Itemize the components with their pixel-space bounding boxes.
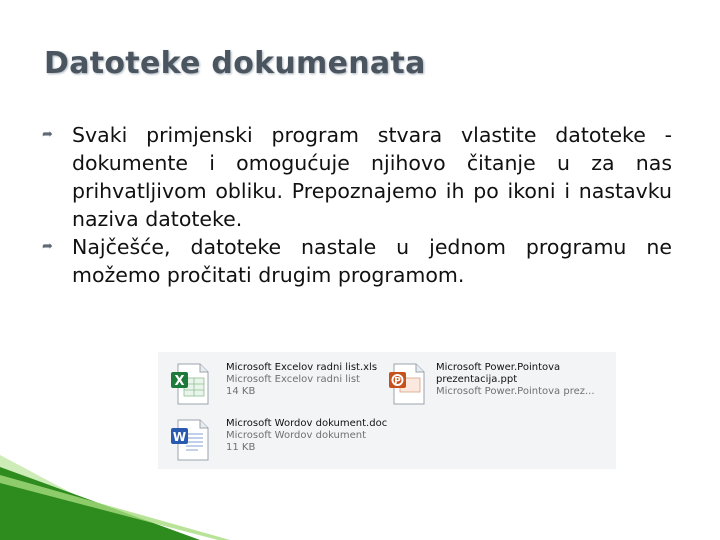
- decorative-corner-wave: [0, 455, 720, 540]
- file-size: 14 KB: [226, 386, 256, 397]
- bullet-text-1: Svaki primjenski program stvara vlastite datoteke - dokumente i omogućuje njihovo čitanje u za nas prihvatljivom obliku. Prepoznajemo ih po ikoni i nastavku naziva datoteke.: [72, 123, 672, 231]
- svg-text:X: X: [174, 374, 185, 389]
- bullet-list: [42, 121, 672, 289]
- arrow-bullet-icon: ➦: [42, 127, 53, 142]
- file-name: Microsoft Wordov dokument.doc: [226, 418, 388, 429]
- bullet-item-1: [42, 121, 672, 233]
- file-type: Microsoft Excelov radni list: [226, 374, 360, 385]
- word-file-labels: [226, 418, 426, 454]
- excel-file-icon: [168, 362, 212, 406]
- file-icons-panel: [158, 352, 616, 469]
- svg-text:W: W: [172, 430, 187, 444]
- powerpoint-file-icon: [386, 362, 430, 406]
- bullet-item-2: [42, 233, 672, 289]
- slide-title: Datoteke dokumenata: [44, 46, 426, 81]
- file-name: Microsoft Excelov radni list.xls: [226, 362, 378, 373]
- powerpoint-file-labels: [436, 362, 616, 398]
- file-type: Microsoft Power.Pointova prez...: [436, 386, 595, 397]
- arrow-bullet-icon: ➦: [42, 239, 53, 254]
- bullet-text-2: Najčešće, datoteke nastale u jednom programu ne možemo pročitati drugim programom.: [72, 235, 672, 287]
- svg-text:P: P: [394, 376, 401, 387]
- file-name-cont: prezentacija.ppt: [436, 374, 518, 385]
- file-type: Microsoft Wordov dokument: [226, 430, 367, 441]
- file-size: 11 KB: [226, 442, 256, 453]
- file-name: Microsoft Power.Pointova: [436, 362, 561, 373]
